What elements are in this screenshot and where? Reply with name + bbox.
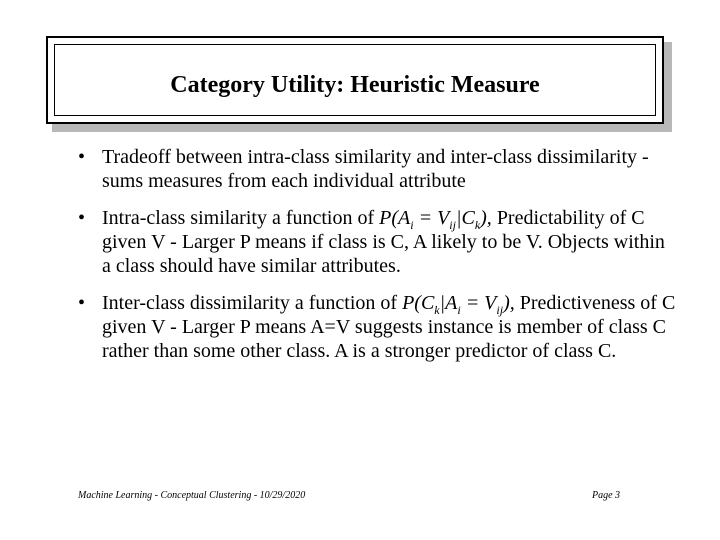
footer-page-number: Page 3 bbox=[592, 490, 621, 501]
formula: $P(C_k|A_i = V_{ij})$, bbox=[402, 292, 515, 317]
bullet-item bbox=[76, 206, 676, 278]
bullet-text: Intra-class similarity a function of bbox=[102, 207, 380, 229]
bullet-item bbox=[76, 145, 676, 193]
formula: $P(A_i = V_{ij}|C_k)$, bbox=[379, 207, 492, 232]
footer-course-info: Machine Learning - Conceptual Clustering - 10/29/2020 bbox=[78, 490, 306, 501]
bullet-text: Tradeoff between intra-class similarity and inter-class dissimilarity - sums measures from each individual attribute bbox=[102, 146, 649, 192]
bullet-text-rest: Predictability of C given V - Larger P means if class is C, A likely to be V. Objects within a class should have similar attributes. bbox=[102, 207, 665, 277]
bullet-text: Inter-class dissimilarity a function of bbox=[102, 292, 403, 314]
title-box bbox=[46, 36, 664, 124]
bullet-icon: • bbox=[78, 207, 86, 229]
bullet-list bbox=[76, 145, 676, 376]
bullet-icon: • bbox=[78, 292, 86, 314]
bullet-icon: • bbox=[78, 146, 86, 168]
slide-title: Category Utility: Heuristic Measure bbox=[170, 72, 540, 98]
bullet-item bbox=[76, 291, 676, 363]
bullet-text-rest: Predictiveness of C given V - Larger P means A=V suggests instance is member of class C rather than some other class. A is a stronger predictor of class C. bbox=[102, 292, 676, 362]
